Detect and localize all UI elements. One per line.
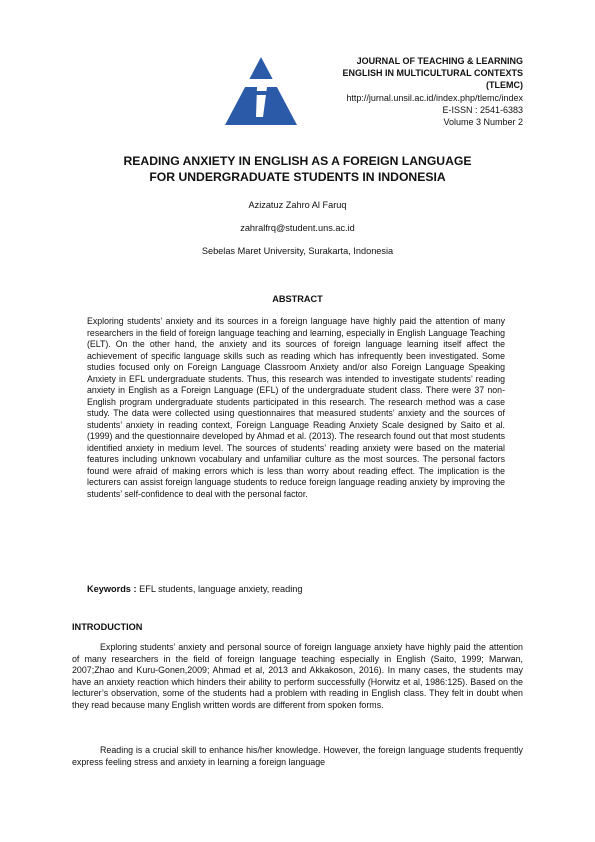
journal-abbreviation: (TLEMC) <box>486 80 523 91</box>
paper-title <box>60 153 535 185</box>
keywords-label: Keywords : <box>87 584 137 594</box>
keywords <box>87 584 505 594</box>
journal-name-line1: JOURNAL OF TEACHING & LEARNING <box>356 56 523 66</box>
author-name: Azizatuz Zahro Al Faruq <box>248 200 347 210</box>
paper-title-line1: READING ANXIETY IN ENGLISH AS A FOREIGN LANGUAGE <box>123 154 472 168</box>
keywords-text: EFL students, language anxiety, reading <box>136 584 303 594</box>
introduction-paragraph-1: Exploring students’ anxiety and personal source of foreign language anxiety have highly paid the attention of many researchers in the field of foreign language teaching especially in English (Saito, 1999; Marwan, 2007;Zhao and Kuru-Gonen,2009; Ahmad et al, 2013 and Akkakoson, 2016). In many cases, the students may have an anxiety reaction which hinders their ability to perform successfully (Horwitz et al, 1986:125). Based on the lecturer’s observation, some of the students had a problem with reading in English class. They felt in doubt when they read because many English written words are different from spoken forms. <box>72 642 523 710</box>
journal-name-line2: ENGLISH IN MULTICULTURAL CONTEXTS <box>342 68 523 79</box>
paper-title-line2: FOR UNDERGRADUATE STUDENTS IN INDONESIA <box>149 170 446 184</box>
journal-issn: E-ISSN : 2541-6383 <box>442 104 523 115</box>
introduction-heading: INTRODUCTION <box>72 622 143 632</box>
journal-volume: Volume 3 Number 2 <box>443 117 523 128</box>
introduction-paragraph-2: Reading is a crucial skill to enhance his/her knowledge. However, the foreign language students frequently express feeling stress and anxiety in learning a foreign language <box>72 745 523 767</box>
abstract-text: Exploring students’ anxiety and its sources in a foreign language have highly paid the attention of many researchers in the field of foreign language teaching and learning, especially in English Language Teaching (ELT). On the other hand, the anxiety and its sources of foreign language learning itself affect the achievement of specific language skills such as reading which has infrequently been investigated. Some studies focused only on Foreign Language Classroom Anxiety and/or also Foreign Language Speaking Anxiety in EFL undergraduate students. Thus, this research was intended to investigate students’ reading anxiety in English as a Foreign Language (EFL) of the undergraduate student class. There were 37 non-English program undergraduate students participated in this research. The research method was a case study. The data were collected using questionnaires that measured students’ anxiety and the sources of students’ anxiety in reading context, Foreign Language Reading Anxiety Scale designed by Saito et al. (1999) and the questionnaire developed by Ahmad et al. (2013). The research found out that most students identified anxiety in medium level. The sources of students’ reading anxiety were based on the material features including unknown vocabulary and unfamiliar culture as the most sources. The personal factors found were afraid of making errors which is less than worry about reading effect. The implication is the lecturers can assist foreign language students to reduce foreign language reading anxiety by improving the students’ self-confidence to deal with the personal factor. <box>87 316 505 499</box>
journal-header <box>223 55 523 128</box>
author-email[interactable]: zahralfrq@student.uns.ac.id <box>240 223 355 233</box>
abstract-heading: ABSTRACT <box>272 294 323 304</box>
author-affiliation: Sebelas Maret University, Surakarta, Indonesia <box>201 246 394 256</box>
journal-url[interactable]: http://jurnal.unsil.ac.id/index.php/tlemc/index <box>346 92 523 103</box>
